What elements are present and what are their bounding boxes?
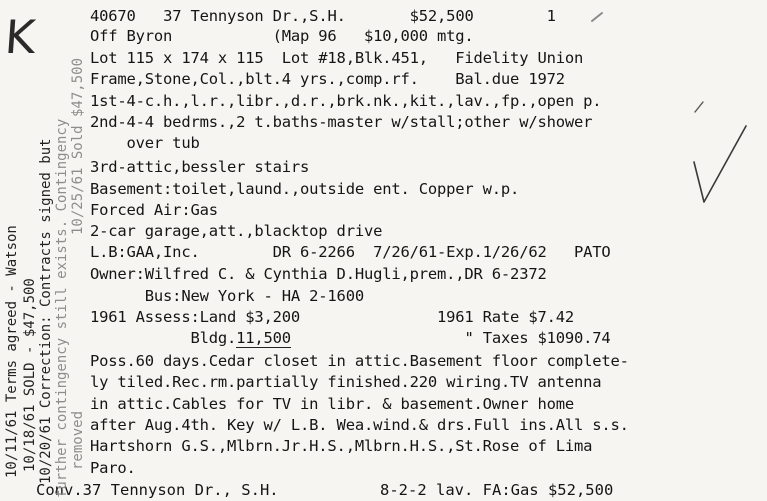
detail-line-5: 2nd-4-4 bedrms.,2 t.baths-master w/stall;other w/shower	[90, 113, 593, 131]
agent-initial: K	[3, 10, 38, 64]
detail-line-2: Lot 115 x 174 x 115 Lot #18,Blk.451, Fidelity Union	[90, 49, 584, 67]
side-note-contingency: further contingency still exists. Contingency	[54, 118, 70, 498]
detail-line-10: 2-car garage,att.,blacktop drive	[90, 222, 383, 240]
detail-line-3: Frame,Stone,Col.,blt.4 yrs.,comp.rf. Bal.due 1972	[90, 70, 565, 88]
bldg-label: Bldg.	[190, 329, 237, 347]
listing-number: 40670	[90, 7, 136, 25]
remarks-line-1: Poss.60 days.Cedar closet in attic.Basement floor complete-	[90, 352, 629, 370]
detail-line-12: Owner:Wilfred C. & Cynthia D.Hugli,prem.,DR 6-2372	[90, 265, 547, 283]
detail-line-7: 3rd-attic,bessler stairs	[90, 158, 310, 176]
remarks-line-5: Hartshorn G.S.,Mlbrn.Jr.H.S.,Mlbrn.H.S.,St.Rose of Lima	[90, 437, 593, 455]
detail-line-13: Bus:New York - HA 2-1600	[90, 287, 364, 305]
detail-line-9: Forced Air:Gas	[90, 201, 218, 219]
detail-line-8: Basement:toilet,laund.,outside ent. Copper w.p.	[90, 180, 520, 198]
side-note-terms: 10/11/61 Terms agreed - Watson	[4, 225, 20, 478]
remarks-line-4: after Aug.4th. Key w/ L.B. Wea.wind.& drs.Full ins.All s.s.	[90, 416, 629, 434]
header-price: $52,500	[409, 7, 474, 25]
detail-line-14: 1961 Assess:Land $3,200 1961 Rate $7.42	[90, 308, 574, 326]
detail-line-4: 1st-4-c.h.,l.r.,libr.,d.r.,brk.nk.,kit.,lav.,fp.,open p.	[90, 92, 602, 110]
taxes: " Taxes $1090.74	[464, 329, 611, 347]
footer-address: Conv.37 Tennyson Dr., S.H.	[36, 481, 279, 499]
header-address: 37 Tennyson Dr.,S.H.	[163, 7, 346, 25]
check-mark-icon	[690, 120, 750, 220]
detail-line-11: L.B:GAA,Inc. DR 6-2266 7/26/61-Exp.1/26/62 PATO	[90, 243, 611, 261]
bldg-line	[90, 329, 611, 348]
side-note-sold: 10/18/61 SOLD - $47,500	[22, 278, 38, 472]
card-number: 1	[546, 7, 556, 25]
footer-summary: 8-2-2 lav. FA:Gas $52,500	[380, 481, 614, 499]
pencil-tick-icon	[692, 100, 706, 114]
detail-line-1: Off Byron (Map 96 $10,000 mtg.	[90, 27, 474, 45]
side-note-removed: removed	[70, 410, 86, 470]
side-note-correction: 10/20/61 Correction: Contracts signed but	[38, 138, 54, 484]
pencil-tick-icon	[590, 10, 604, 24]
header-line	[90, 7, 556, 26]
remarks-line-3: in attic.Cables for TV in libr. & basement.Owner home	[90, 395, 574, 413]
detail-line-6: over tub	[90, 134, 200, 152]
remarks-line-2: ly tiled.Rec.rm.partially finished.220 wiring.TV antenna	[90, 373, 602, 391]
side-note-sold-final: 10/25/61 Sold $47,500	[70, 57, 86, 235]
bldg-value: 11,500	[236, 329, 291, 347]
remarks-line-6: Paro.	[90, 459, 136, 477]
